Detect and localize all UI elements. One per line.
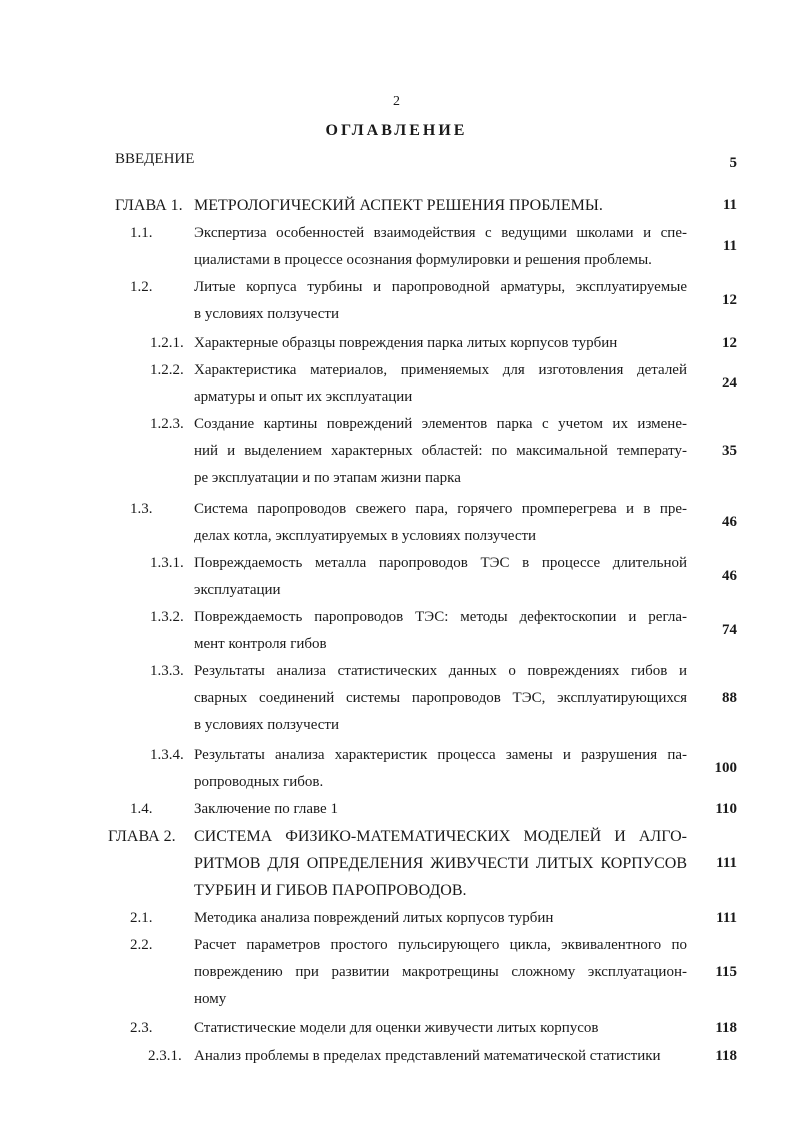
toc-entry-line: Создание картины повреждений элементов парка с учетом их измене- <box>194 416 687 432</box>
toc-entry-page: 46 <box>722 514 737 530</box>
toc-entry-page: 12 <box>722 292 737 308</box>
toc-entry-number: 2.3.1. <box>148 1048 182 1064</box>
toc-entry-line: Результаты анализа статистических данных о повреждениях гибов и <box>194 663 687 679</box>
toc-entry-number: 1.3.3. <box>150 663 184 679</box>
toc-entry-line: ному <box>194 991 227 1007</box>
toc-entry-text <box>194 932 687 1013</box>
toc-entry-text <box>194 604 687 658</box>
toc-entry-page: 11 <box>722 238 737 254</box>
toc-entry-page: 111 <box>716 910 737 926</box>
toc-entry-number: ГЛАВА 2. <box>108 828 176 845</box>
toc-entry-line: Экспертиза особенностей взаимодействия с ведущими школами и спе- <box>194 225 687 241</box>
toc-entry-page: 74 <box>722 622 737 638</box>
toc-entry-line: ре эксплуатации и по этапам жизни парка <box>194 470 461 486</box>
toc-entry-page: 11 <box>722 197 737 213</box>
toc-entry-line: МЕТРОЛОГИЧЕСКИЙ АСПЕКТ РЕШЕНИЯ ПРОБЛЕМЫ. <box>194 197 603 214</box>
toc-entry-page: 115 <box>715 964 737 980</box>
toc-entry-page: 111 <box>716 855 737 871</box>
toc-entry-line: Анализ проблемы в пределах представлений математической статистики <box>194 1048 661 1064</box>
toc-entry-text <box>194 796 687 823</box>
toc-entry-page: 110 <box>715 801 737 817</box>
toc-entry-text <box>194 658 687 739</box>
toc-entry-line: Расчет параметров простого пульсирующего цикла, эквивалентного по <box>194 937 687 953</box>
toc-entry-page: 46 <box>722 568 737 584</box>
toc-entry-text <box>194 357 687 411</box>
toc-entry-line: Характеристика материалов, применяемых для изготовления деталей <box>194 362 687 378</box>
toc-entry-line: ТУРБИН И ГИБОВ ПАРОПРОВОДОВ. <box>194 882 467 899</box>
toc-entry-line: циалистами в процессе осознания формулировки и решения проблемы. <box>194 252 652 268</box>
toc-entry-page: 24 <box>722 375 737 391</box>
toc-entry-line: Литые корпуса турбины и паропроводной арматуры, эксплуатируемые <box>194 279 687 295</box>
toc-entry-line: Методика анализа повреждений литых корпусов турбин <box>194 910 554 926</box>
toc-entry-page: 88 <box>722 690 737 706</box>
toc-entry-line: Статистические модели для оценки живучести литых корпусов <box>194 1020 599 1036</box>
toc-title: ОГЛАВЛЕНИЕ <box>325 122 468 139</box>
toc-entry-line: Заключение по главе 1 <box>194 801 338 817</box>
toc-entry-text <box>194 823 687 904</box>
toc-entry-line: эксплуатации <box>194 582 281 598</box>
toc-entry-number: 1.4. <box>130 801 153 817</box>
toc-entry-line: в условиях ползучести <box>194 717 339 733</box>
toc-entry-number: 2.1. <box>130 910 153 926</box>
toc-entry-number: 1.3.1. <box>150 555 184 571</box>
toc-entry-page: 100 <box>714 760 737 776</box>
toc-entry-number: 1.3. <box>130 501 153 517</box>
toc-entry-line: делах котла, эксплуатируемых в условиях ползучести <box>194 528 537 544</box>
toc-entry-page: 118 <box>715 1020 737 1036</box>
toc-entry-line: в условиях ползучести <box>194 306 339 322</box>
toc-entry-line: Результаты анализа характеристик процесса замены и разрушения па- <box>194 747 687 763</box>
toc-entry-text <box>194 220 687 274</box>
toc-entry-text <box>194 1015 687 1042</box>
toc-entry-text <box>194 274 687 328</box>
toc-entry-line: ний и выделением характерных областей: по максимальной температу- <box>194 443 687 459</box>
toc-entry-number: 1.1. <box>130 225 153 241</box>
toc-entry-line: арматуры и опыт их эксплуатации <box>194 389 413 405</box>
toc-entry-line: мент контроля гибов <box>194 636 327 652</box>
toc-entry-number: 2.3. <box>130 1020 153 1036</box>
toc-entry-number: 2.2. <box>130 937 153 953</box>
toc-entry-number: 1.3.2. <box>150 609 184 625</box>
toc-entry-line: Система паропроводов свежего пара, горячего промперегрева и в пре- <box>194 501 687 517</box>
toc-entry-text <box>194 411 687 492</box>
toc-entry-page: 118 <box>715 1048 737 1064</box>
toc-entry-line: ропроводных гибов. <box>194 774 324 790</box>
toc-entry-line: Повреждаемость паропроводов ТЭС: методы дефектоскопии и регла- <box>194 609 687 625</box>
toc-entry-text <box>194 905 687 932</box>
toc-entry-line: сварных соединений системы паропроводов ТЭС, эксплуатирующихся <box>194 690 687 706</box>
toc-entry-number: ГЛАВА 1. <box>115 197 183 214</box>
toc-entry-line: повреждению при развитии макротрещины сложному эксплуатацион- <box>194 964 687 980</box>
toc-entry-number: 1.2. <box>130 279 153 295</box>
toc-entry-line: РИТМОВ ДЛЯ ОПРЕДЕЛЕНИЯ ЖИВУЧЕСТИ ЛИТЫХ КОРПУСОВ <box>194 855 687 872</box>
toc-entry-number: 1.2.3. <box>150 416 184 432</box>
toc-entry-text <box>194 550 687 604</box>
toc-entry-line: Характерные образцы повреждения парка литых корпусов турбин <box>194 335 618 351</box>
toc-entry-number: 1.2.2. <box>150 362 184 378</box>
toc-entry-line: Повреждаемость металла паропроводов ТЭС в процессе длительной <box>194 555 687 571</box>
toc-entry-page: 12 <box>722 335 737 351</box>
toc-entry-text <box>194 496 687 550</box>
toc-entry-number: 1.3.4. <box>150 747 184 763</box>
toc-intro-label: ВВЕДЕНИЕ <box>115 151 195 167</box>
toc-entry-line: СИСТЕМА ФИЗИКО-МАТЕМАТИЧЕСКИХ МОДЕЛЕЙ И АЛГО- <box>194 828 687 845</box>
toc-entry-text <box>194 192 687 219</box>
toc-entry-text <box>194 742 687 796</box>
toc-intro-page: 5 <box>729 155 737 171</box>
toc-entry-text <box>194 1043 687 1070</box>
toc-entry-number: 1.2.1. <box>150 335 184 351</box>
toc-entry-text <box>194 330 687 357</box>
page-number: 2 <box>393 94 400 109</box>
toc-entry-page: 35 <box>722 443 737 459</box>
